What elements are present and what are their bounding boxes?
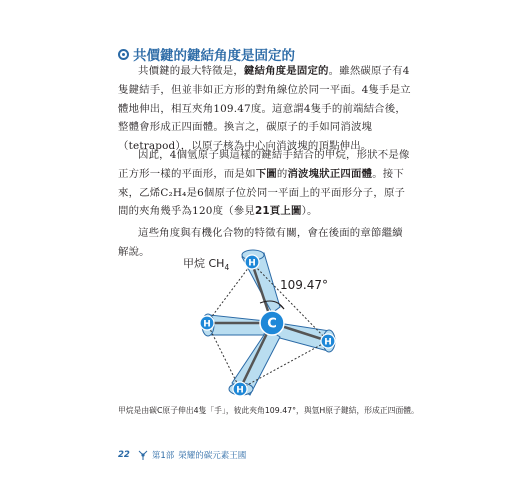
p2-bold-2: 消波塊狀正四面體 — [287, 167, 373, 180]
p1-text-b: 。雖然碳原子有4隻鍵結手，但並非如正方形的對角線位於同一平面。4隻手是立體地伸出，相互夾角109.47度。這意謂4隻手的前端結合後，整體會形成正四面體。換言之，碳原子的手如同消波塊（tetrapod），以原子核為中心向消波塊的頂點伸出。 — [118, 65, 411, 153]
p2-bold-3: 21頁上圖 — [254, 205, 302, 218]
angle-pointer — [280, 305, 284, 309]
p2-text-c: 。接下來，乙烯C₂H₄是6個原子位於同一平面上的平面形分子，原子間的夾角幾乎為120度（參見 — [118, 167, 406, 218]
molecule-subscript: 4 — [224, 263, 230, 272]
methane-tetrapod-diagram — [180, 245, 360, 405]
hydrogen-right: H — [324, 337, 332, 348]
paragraph-1 — [118, 62, 411, 156]
p1-text-a: 共價鍵的最大特徵是， — [138, 65, 244, 77]
molecule-name: 甲烷 CH — [183, 257, 225, 270]
bullet-circle-icon — [118, 49, 129, 60]
p2-bold-1: 下圖 — [255, 167, 277, 180]
p2-text-b: 的 — [276, 167, 288, 180]
footer-part: 第1部 — [151, 451, 175, 461]
page-number: 22 — [118, 450, 130, 460]
carbon-atom — [260, 311, 284, 335]
section-heading-text: 共價鍵的鍵結角度是固定的 — [133, 48, 295, 64]
molecule-icon — [138, 450, 148, 460]
p2-text-d: ）。 — [301, 205, 318, 218]
footer-title: 榮耀的碳元素王國 — [178, 451, 247, 461]
figure-caption: 甲烷是由碳C原子伸出4隻「手」，彼此夾角109.47°，與氫H原子鍵結，形成正四面體。 — [118, 406, 419, 415]
edge-1 — [207, 263, 252, 323]
hydrogen-left: H — [203, 319, 211, 330]
arm-left — [206, 315, 266, 335]
bond-angle-label: 109.47° — [280, 278, 328, 292]
section-heading — [118, 44, 295, 64]
paragraph-2 — [118, 146, 411, 221]
hydrogen-top: H — [248, 258, 256, 269]
carbon-symbol: C — [267, 316, 277, 332]
hydrogen-bottom: H — [236, 385, 244, 396]
p2-text-a: 因此，4個氫原子與這樣的鍵結手結合的甲烷，形狀不是像正方形一樣的平面形，而是如 — [118, 149, 410, 180]
p1-bold: 鍵結角度是固定的 — [243, 65, 329, 77]
page-footer — [118, 449, 246, 461]
p3-text: 這些角度與有機化合物的特徵有關，會在後面的章節繼續解說。 — [118, 227, 403, 258]
